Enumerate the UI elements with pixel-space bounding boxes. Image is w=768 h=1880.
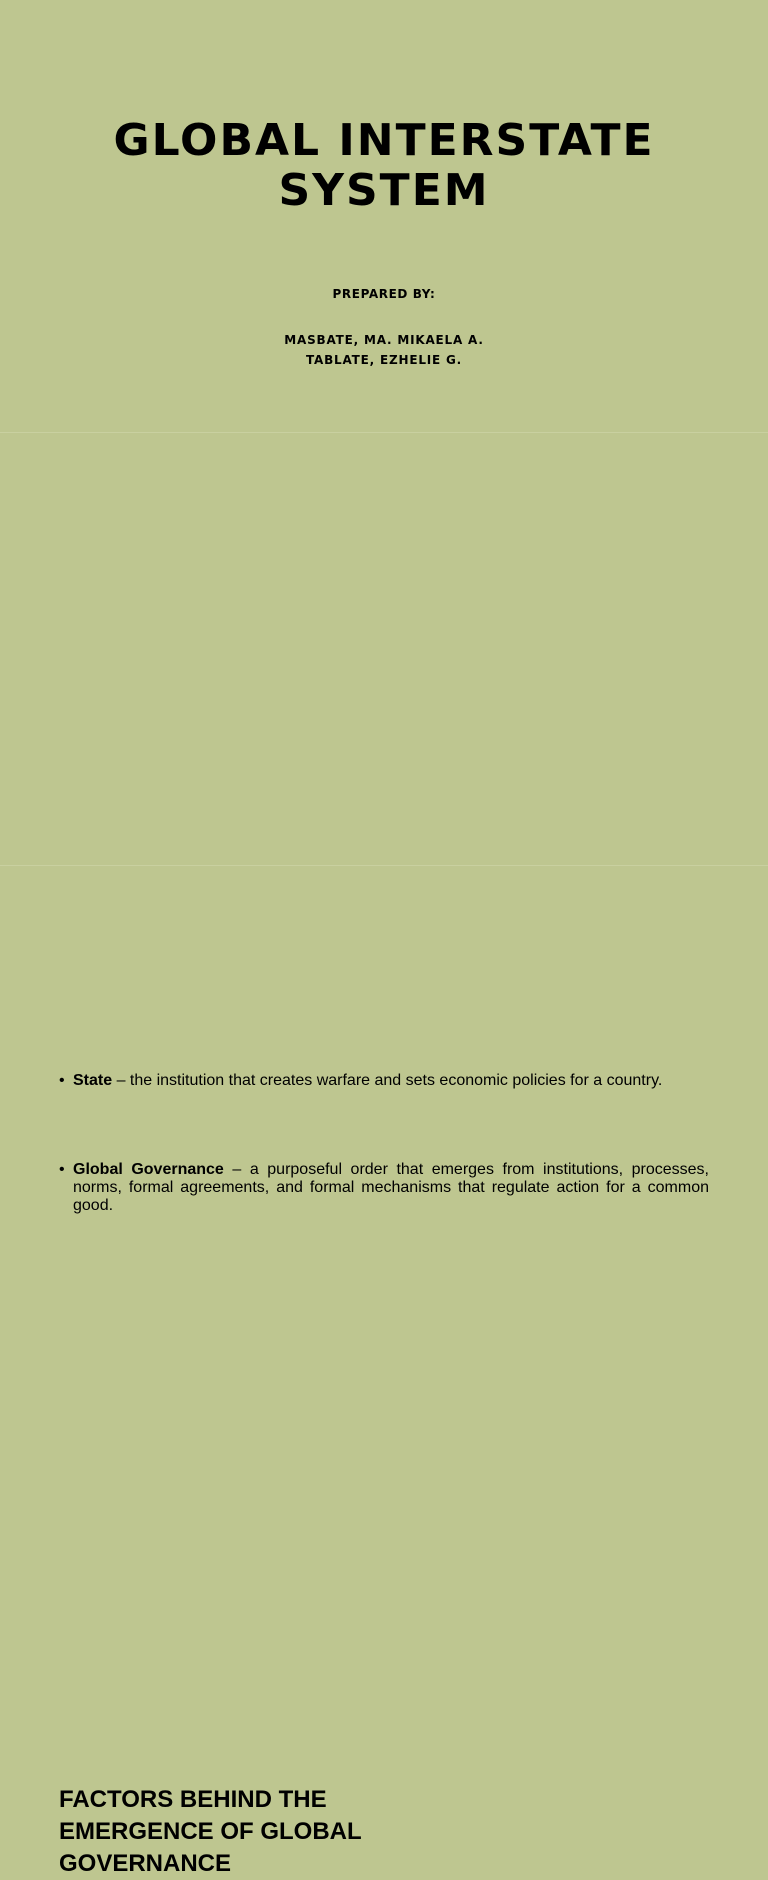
author-name: MASBATE, MA. MIKAELA A. [284, 333, 484, 347]
bullet-item-state [59, 1072, 709, 1090]
prepared-by-label: PREPARED BY: [332, 287, 436, 301]
bullet-term: State [73, 1072, 113, 1089]
title-line-1: FACTORS BEHIND THE [59, 1786, 327, 1813]
title-line-2: EMERGENCE OF GLOBAL [59, 1818, 362, 1845]
title-line-3: GOVERNANCE [59, 1850, 232, 1877]
bullet-icon: • [59, 1072, 65, 1089]
bullet-definition: – the institution that creates warfare and sets economic policies for a country. [112, 1072, 663, 1089]
bullet-item-global-governance [59, 1161, 709, 1215]
presentation-title [0, 116, 768, 216]
bullet-definition: – a purposeful order that emerges from institutions, processes, norms, formal agreements, and formal mechanisms that regulate action for a common good. [73, 1161, 710, 1214]
slide-title [59, 1784, 389, 1880]
title-slide [0, 0, 768, 432]
title-line-1: GLOBAL INTERSTATE [113, 115, 655, 166]
author-name: TABLATE, EZHELIE G. [305, 353, 463, 367]
bullet-term: Global Governance [73, 1161, 224, 1178]
author-list [0, 330, 768, 370]
title-line-2: SYSTEM [278, 165, 490, 216]
definitions-slide [0, 433, 768, 1214]
bullet-icon: • [59, 1161, 65, 1178]
